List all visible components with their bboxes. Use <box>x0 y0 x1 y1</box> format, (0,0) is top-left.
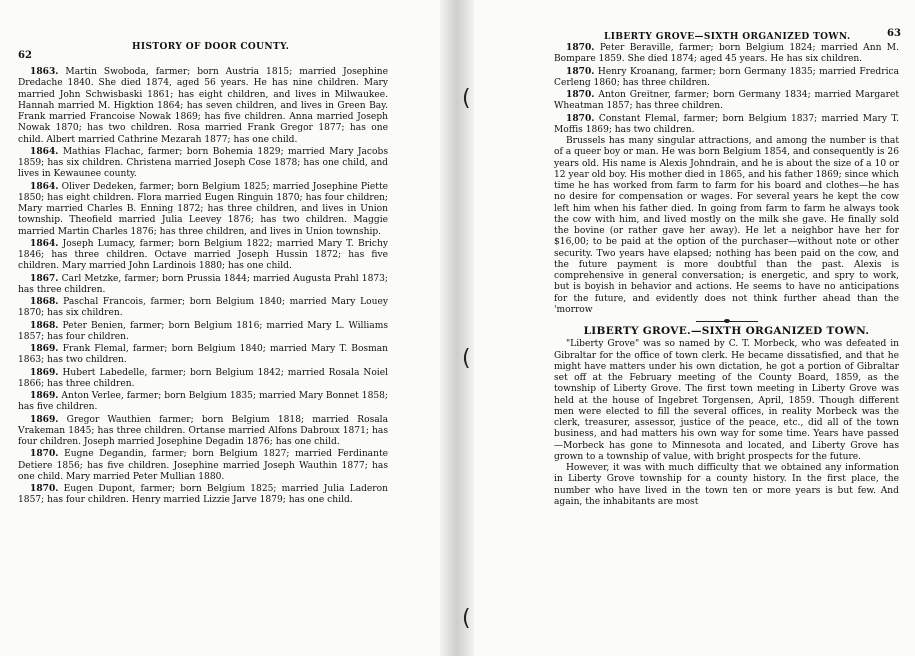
entry-text: Paschal Francois, farmer; born Belgium 1840; married Mary Louey 1870; has six children. <box>18 297 388 319</box>
running-head: HISTORY OF DOOR COUNTY. <box>132 42 290 52</box>
entry-text: Constant Flemal, farmer; born Belgium 1837; married Mary T. Moffis 1869; has two children. <box>554 113 899 135</box>
entry-year: 1869. <box>30 366 59 378</box>
page-number: 63 <box>887 28 901 39</box>
binding-hole-icon: ( <box>462 346 471 371</box>
entry-paragraph <box>18 238 388 273</box>
entry-year: 1869. <box>30 343 59 354</box>
entry-text: Carl Metzke, farmer; born Prussia 1844; married Augusta Prahl 1873; has three children. <box>18 273 388 295</box>
entry-year: 1864. <box>30 145 59 157</box>
entry-text: Eugen Dupont, farmer; born Belgium 1825; married Julia Laderon 1857; has four children. Henry married Lizzie Jarve 1879; has one child. <box>18 484 388 506</box>
entry-year: 1869. <box>30 390 59 401</box>
entry-text: Eugne Degandin, farmer; born Belgium 1827; married Ferdinante Detiere 1856; has five children. Josephine married Joseph Wauthin 1877; has one child. Mary married Peter Mullian 1880. <box>18 449 388 482</box>
entry-paragraph <box>18 320 388 344</box>
entry-text: Frank Flemal, farmer; born Belgium 1840; married Mary T. Bosman 1863; has two children. <box>18 344 388 366</box>
entry-year: 1863. <box>30 66 59 77</box>
entry-text: Anton Verlee, farmer; born Belgium 1835; married Mary Bonnet 1858; has five children. <box>18 391 388 413</box>
entry-year: 1870. <box>30 483 59 494</box>
page-number: 62 <box>18 50 32 61</box>
entry-paragraph <box>18 181 388 238</box>
entry-paragraph <box>18 273 388 297</box>
entry-text: Anton Greitner, farmer; born Germany 1834; married Margaret Wheatman 1857; has three children. <box>554 90 899 112</box>
entry-text: Mathias Flachac, farmer; born Bohemia 1829; married Mary Jacobs 1859; has six children. Christena married Joseph Cose 1878; has one child, and lives in Kewaunee county. <box>18 146 388 180</box>
entry-text: Gregor Wauthien farmer; born Belgium 1818; married Rosala Vrakeman 1845; has three children. Ortanse married Alfons Dabroux 1871; has four children. Joseph married Josephine Degadin 1876; has one child. <box>18 414 388 447</box>
binding-hole-icon: ( <box>462 86 471 111</box>
entry-year: 1864. <box>30 180 59 192</box>
entry-text: Oliver Dedeken, farmer; born Belgium 1825; married Josephine Piette 1850; has eight children. Flora married Eugen Ringuin 1870; has four children; Mary married Charles B. Enning 1872; has three children, and lives in Union township. Theofield married Julia Leevey 1876; has two children. Maggie married Martin Charles 1876; has three children, and lives in Union township. <box>18 181 388 237</box>
entry-text: Peter Benien, farmer; born Belgium 1816; married Mary L. Williams 1857; has four children. <box>18 320 388 342</box>
entry-paragraph <box>554 113 899 137</box>
section-body <box>554 339 899 508</box>
entry-list <box>554 42 899 136</box>
entry-text: Joseph Lumacy, farmer; born Belgium 1822; married Mary T. Brichy 1846; has three children. Octave married Joseph Hussin 1872; has five children. Mary married John Lardinois 1880; has one child. <box>18 238 388 272</box>
entry-paragraph <box>18 448 388 483</box>
entry-paragraph <box>554 42 899 66</box>
entry-year: 1868. <box>30 319 59 331</box>
entry-year: 1870. <box>566 42 595 53</box>
entry-text: Peter Beraville, farmer; born Belgium 1824; married Ann M. Bompare 1859. She died 1874; aged 45 years. He has six children. <box>554 43 899 65</box>
binding-hole-icon: ( <box>462 606 471 631</box>
entry-paragraph <box>18 146 388 181</box>
right-page <box>462 0 915 656</box>
entry-paragraph <box>18 390 388 414</box>
entry-year: 1870. <box>30 448 59 460</box>
entry-year: 1867. <box>30 272 59 284</box>
entry-text: Hubert Labedelle, farmer; born Belgium 1842; married Rosala Noiel 1866; has three children. <box>18 367 388 389</box>
entry-paragraph <box>554 89 899 113</box>
section-paragraph: "Liberty Grove" was so named by C. T. Morbeck, who was defeated in Gibraltar for the office of town clerk. He became dissatisfied, and that he might have matters under his own dictation, he got a portion of Gibraltar set off at the February meeting of the County Board, 1859, as the township of Liberty Grove. The first town meeting in Liberty Grove was held at the house of Ingebret Torgensen, April, 1859. Though different men were elected to fill the several offices, in reality Morbeck was the clerk, treasurer, assessor, justice of the peace, etc., did all of the town business, and had matters his own way for some time. Years have passed—Morbeck has gone to Minnesota and located, and Liberty Grove has grown to a township of value, with bright prospects for the future. <box>554 339 899 462</box>
entry-paragraph <box>554 66 899 90</box>
entry-paragraph <box>18 296 388 320</box>
entry-paragraph <box>18 367 388 391</box>
entry-paragraph <box>18 414 388 449</box>
entry-paragraph <box>18 343 388 367</box>
left-column <box>18 66 388 507</box>
left-page <box>0 0 440 656</box>
right-column <box>554 42 899 508</box>
entry-year: 1870. <box>566 89 595 100</box>
entry-paragraph <box>18 66 388 146</box>
entry-year: 1869. <box>30 413 59 425</box>
entry-year: 1870. <box>566 112 595 124</box>
entry-year: 1868. <box>30 296 59 307</box>
running-head: LIBERTY GROVE—SIXTH ORGANIZED TOWN. <box>604 32 851 42</box>
section-title: LIBERTY GROVE.—SIXTH ORGANIZED TOWN. <box>583 325 870 337</box>
entry-year: 1864. <box>30 237 59 249</box>
entry-year: 1870. <box>566 65 595 77</box>
entry-paragraph <box>18 483 388 507</box>
ornamental-rule <box>696 321 758 322</box>
entry-text: Henry Kroanang, farmer; born Germany 1835; married Fredrica Cerleng 1860; has three children. <box>554 66 899 88</box>
entry-text: Martin Swoboda, farmer; born Austria 1815; married Josephine Dredache 1840. She died 1874, aged 56 years. He has nine children. Mary married John Schwisbaski 1861; has eight children, and lives in Milwaukee. Hannah married M. Higktion 1864; has seven children, and lives in Green Bay. Frank married Francoise Nowak 1869; has five children. Anna married Joseph Nowak 1870; has two children. Rosa married Frank Gregor 1877; has one child. Albert married Cathrine Mezarah 1877; has one child. <box>18 67 388 145</box>
brussels-paragraph: Brussels has many singular attractions, and among the number is that of a queer boy or man. He was born Belgium 1854, and consequently is 26 years old. His name is Alexis Johndrain, and he is about the size of a 10 or 12 year old boy. His mother died in 1865, and his father 1869; since which time he has worked from farm to farm for his board and clothes—he has no desire for compensation or wages. For several years he kept the cow left him when his father died. In going from farm to farm he always took the cow with him, and lived mostly on the milk she gave. He finally sold the bovine (or rather gave her away). He let a neighbor have her for $16,00; to be paid at the option of the purchaser—without note or other security. Two years have elapsed; nothing has been paid on the cow, and the future payment is more doubtful than the past. Alexis is comprehensive in general conversation; is energetic, and spry to work, but is boyish in behavior and actions. He seems to have no anticipations for the future, and evidently does not think further ahead than the 'morrow <box>554 136 899 315</box>
section-paragraph: However, it was with much difficulty that we obtained any information in Liberty Grove township for a county history. In the first place, the number who have lived in the town ten or more years is but few. And again, the inhabitants are most <box>554 463 899 507</box>
